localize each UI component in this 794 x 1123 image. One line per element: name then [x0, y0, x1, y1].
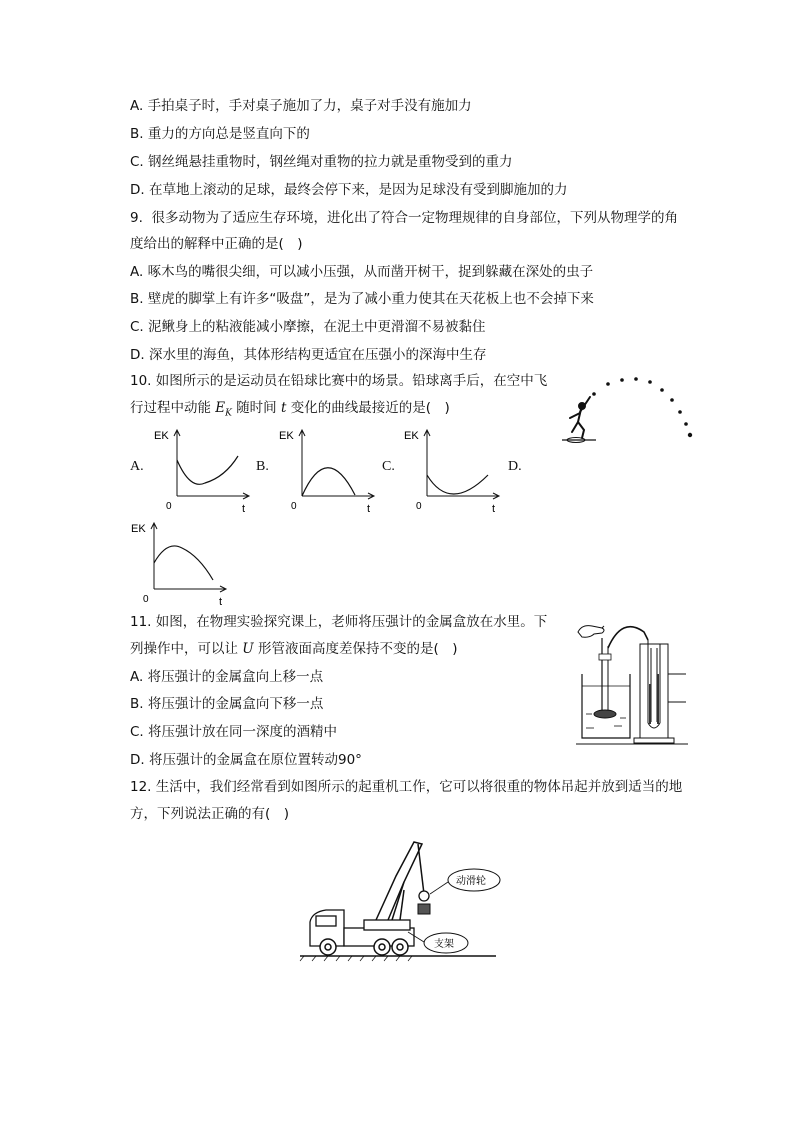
q11-stem-line2: 列操作中，可以让 U 形管液面高度差保持不变的是( ) — [130, 641, 458, 657]
q9-option-c: C. 泥鳅身上的粘液能减小摩擦，在泥土中更滑溜不易被黏住 — [130, 319, 486, 335]
label-pulley: 动滑轮 — [456, 876, 486, 887]
u-symbol: U — [242, 641, 254, 657]
q9-number: 9. — [130, 210, 143, 226]
label-support: 支架 — [434, 939, 454, 950]
u-tube — [640, 640, 668, 738]
q8-option-a: A. 手拍桌子时，手对桌子施加了力，桌子对手没有施加力 — [130, 98, 472, 114]
hand-icon — [578, 626, 604, 638]
graph-b-letter: B. — [256, 459, 269, 474]
q10-number: 10. — [130, 373, 152, 389]
graph-b-x-label: t — [367, 503, 371, 515]
graph-d — [127, 518, 232, 608]
ek-symbol: E — [215, 400, 226, 416]
metal-box — [594, 710, 616, 718]
graph-d-letter: D. — [508, 459, 522, 474]
q11-option-d: D. 将压强计的金属盒在原位置转动90° — [130, 752, 362, 768]
q11-stem-line1: 11. 如图，在物理实验探究课上，老师将压强计的金属盒放在水里。下 — [130, 614, 548, 630]
beaker — [582, 674, 630, 738]
graph-a-x-label: t — [242, 503, 246, 515]
q8-option-d: D. 在草地上滚动的足球，最终会停下来，是因为足球没有受到脚施加的力 — [130, 182, 568, 198]
graph-c-curve — [427, 475, 488, 494]
crane-figure — [296, 836, 516, 962]
q11-option-a: A. 将压强计的金属盒向上移一点 — [130, 669, 324, 685]
water-surface — [582, 686, 630, 728]
q12-number: 12. — [130, 779, 152, 795]
q11-option-b: B. 将压强计的金属盒向下移一点 — [130, 696, 324, 712]
graph-d-curve — [154, 546, 213, 580]
q9-option-d: D. 深水里的海鱼，其体形结构更适宜在压强小的深海中生存 — [130, 347, 487, 363]
graph-d-x-label: t — [219, 596, 223, 608]
movable-pulley-icon — [419, 891, 429, 901]
q11-option-c: C. 将压强计放在同一深度的酒精中 — [130, 724, 338, 740]
pressure-gauge-figure — [572, 618, 694, 748]
graph-b-origin: 0 — [291, 501, 297, 512]
shot-put-figure — [560, 372, 700, 447]
graph-d-y-label: EK — [131, 523, 146, 535]
q12-stem-line1: 12. 生活中，我们经常看到如图所示的起重机工作，它可以将很重的物体吊起并放到适当的地 — [130, 779, 683, 795]
graph-c-letter: C. — [382, 459, 395, 474]
graph-a-y-label: EK — [154, 430, 169, 442]
load-block — [418, 904, 430, 914]
q10-stem-line2: 行过程中动能 $E_K$ 随时间 t 变化的曲线最接近的是( ) — [130, 400, 450, 419]
q9-stem-line2: 度给出的解释中正确的是( ) — [130, 236, 303, 252]
graph-a-letter: A. — [130, 459, 144, 474]
q9-option-b: B. 壁虎的脚掌上有许多“吸盘”，是为了减小重力使其在天花板上也不会掉下来 — [130, 291, 594, 307]
q11-number: 11. — [130, 614, 152, 630]
graph-c — [400, 425, 505, 515]
athlete-icon — [570, 397, 590, 438]
trajectory-dots — [592, 377, 692, 437]
q12-stem-line2: 方，下列说法正确的有( ) — [130, 806, 290, 822]
graph-c-origin: 0 — [416, 501, 422, 512]
crane-boom — [376, 842, 424, 920]
q9-option-a: A. 啄木鸟的嘴很尖细，可以减小压强，从而凿开树干，捉到躲藏在深处的虫子 — [130, 264, 594, 280]
graph-a-origin: 0 — [166, 501, 172, 512]
q10-stem-line1: 10. 如图所示的是运动员在铅球比赛中的场景。铅球离手后，在空中飞 — [130, 373, 548, 389]
graph-a — [150, 425, 255, 515]
graph-a-curve — [177, 456, 238, 484]
graph-b-curve — [302, 468, 355, 496]
q9-stem-line1: 9. 很多动物为了适应生存环境，进化出了符合一定物理规律的自身部位，下列从物理学的角 — [130, 210, 678, 226]
q8-option-b: B. 重力的方向总是竖直向下的 — [130, 126, 310, 142]
rubber-tube — [608, 627, 648, 648]
t-symbol: t — [280, 400, 287, 416]
graph-b-y-label: EK — [279, 430, 294, 442]
graph-c-y-label: EK — [404, 430, 419, 442]
q8-option-c: C. 钢丝绳悬挂重物时，钢丝绳对重物的拉力就是重物受到的重力 — [130, 154, 513, 170]
graph-b — [275, 425, 380, 515]
graph-c-x-label: t — [492, 503, 496, 515]
graph-d-origin: 0 — [143, 594, 149, 605]
